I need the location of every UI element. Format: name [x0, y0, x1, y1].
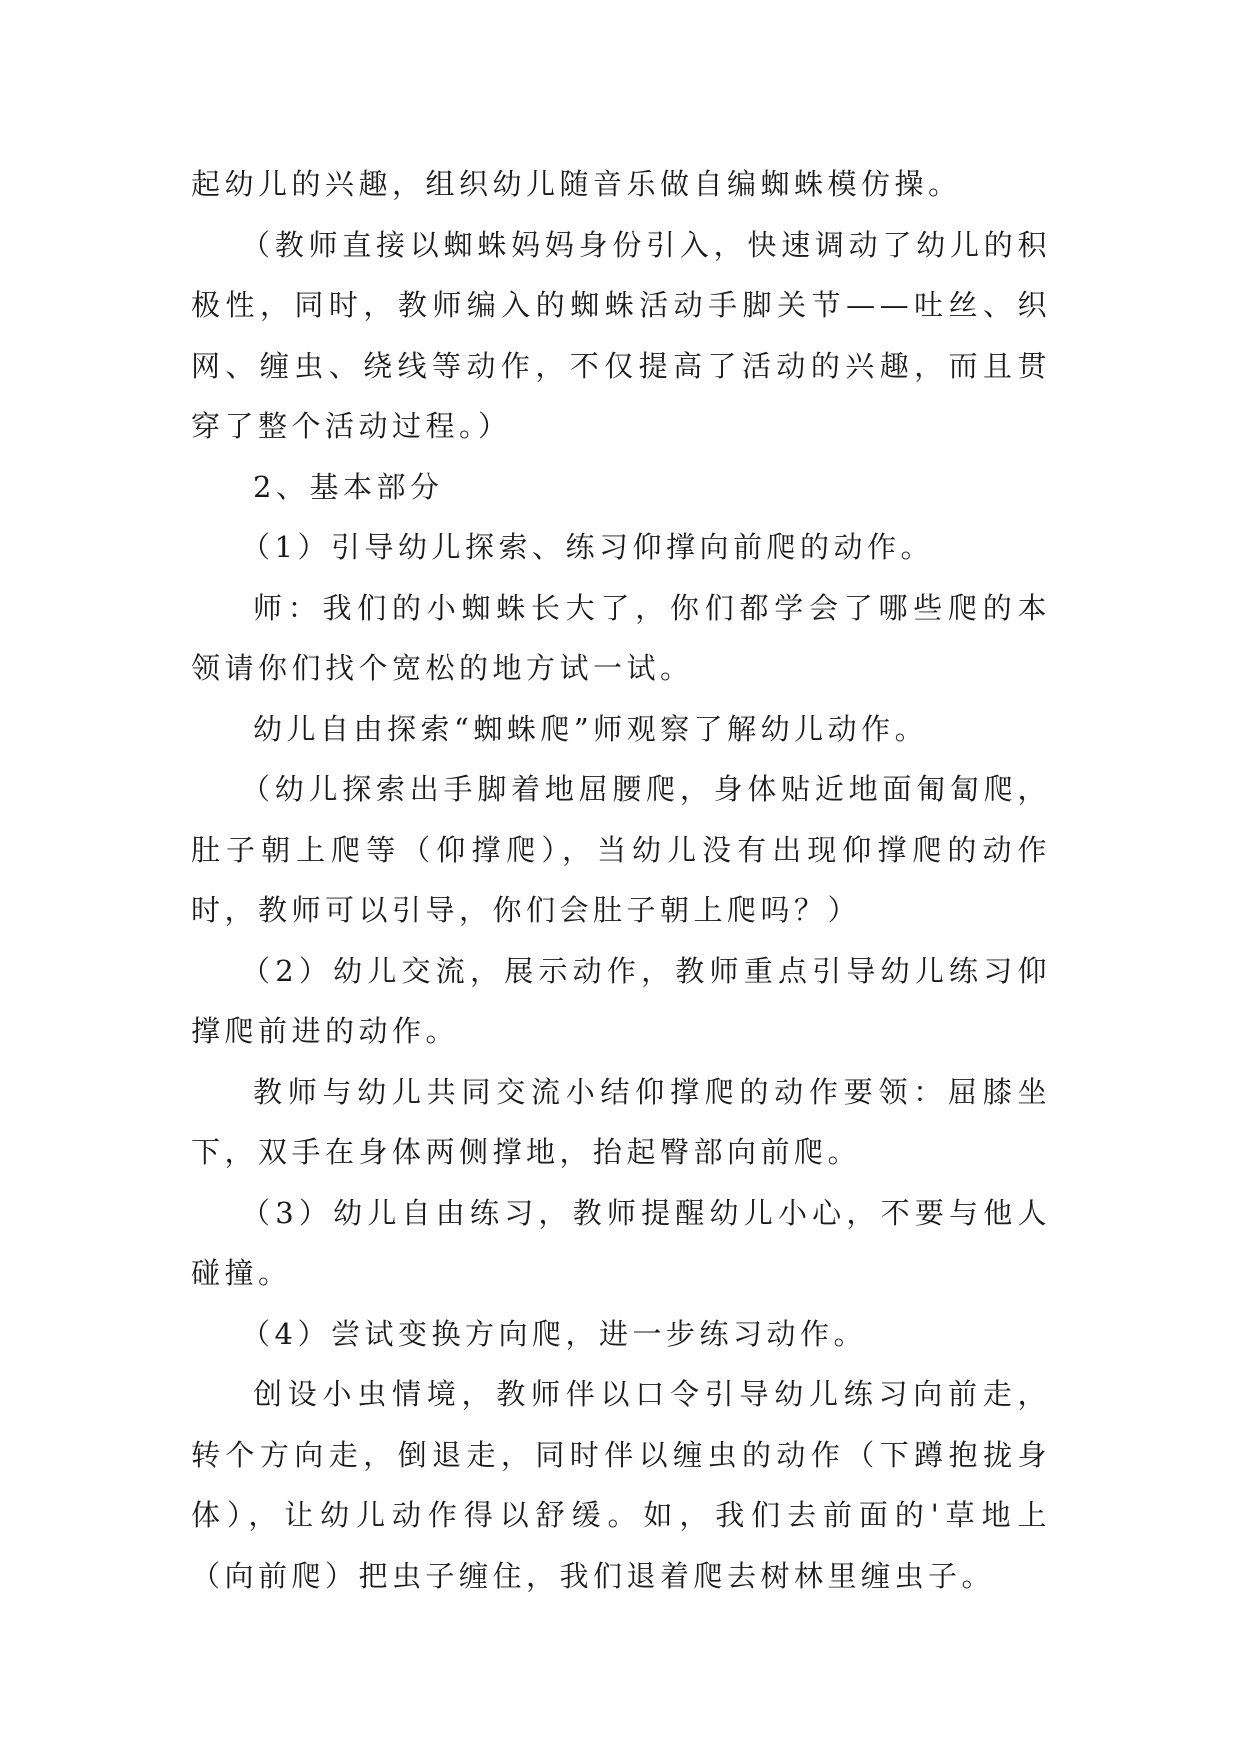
step-4-heading: （4）尝试变换方向爬，进一步练习动作。	[241, 1316, 867, 1351]
document-body	[191, 154, 1051, 1606]
step-1-heading: （1）引导幼儿探索、练习仰撑向前爬的动作。	[241, 530, 934, 564]
paragraph-child-exploration: 幼儿自由探索“蜘蛛爬”师观察了解幼儿动作。	[253, 711, 929, 746]
step-3-heading: （3）幼儿自由练习，教师提醒幼儿小心，不要与他人碰撞。	[191, 1195, 1051, 1290]
paragraph-exploration-note: （幼儿探索出手脚着地屈腰爬，身体贴近地面匍匐爬，肚子朝上爬等（仰撑爬），当幼儿没有出现仰撑爬的动作时，教师可以引导，你们会肚子朝上爬吗？）	[191, 772, 1051, 927]
paragraph-summary: 教师与幼儿共同交流小结仰撑爬的动作要领：屈膝坐下，双手在身体两侧撑地，抬起臀部向前爬。	[191, 1074, 1051, 1169]
step-2-heading: （2）幼儿交流，展示动作，教师重点引导幼儿练习仰撑爬前进的动作。	[191, 953, 1051, 1048]
paragraph-scenario: 创设小虫情境，教师伴以口令引导幼儿练习向前走，转个方向走，倒退走，同时伴以缠虫的动作（下蹲抱拢身体），让幼儿动作得以舒缓。如，我们去前面的'草地上（向前爬）把虫子缠住，我们退着爬去树林里缠虫子。	[191, 1377, 1051, 1593]
paragraph-teacher-note: （教师直接以蜘蛛妈妈身份引入，快速调动了幼儿的积极性，同时，教师编入的蜘蛛活动手脚关节——吐丝、织网、缠虫、绕线等动作，不仅提高了活动的兴趣，而且贯穿了整个活动过程。）	[191, 227, 1051, 443]
section-heading: 2、基本部分	[253, 469, 444, 504]
paragraph-teacher-prompt: 师：我们的小蜘蛛长大了，你们都学会了哪些爬的本领请你们找个宽松的地方试一试。	[191, 590, 1051, 685]
paragraph-continuation: 起幼儿的兴趣，组织幼儿随音乐做自编蜘蛛模仿操。	[191, 167, 962, 201]
